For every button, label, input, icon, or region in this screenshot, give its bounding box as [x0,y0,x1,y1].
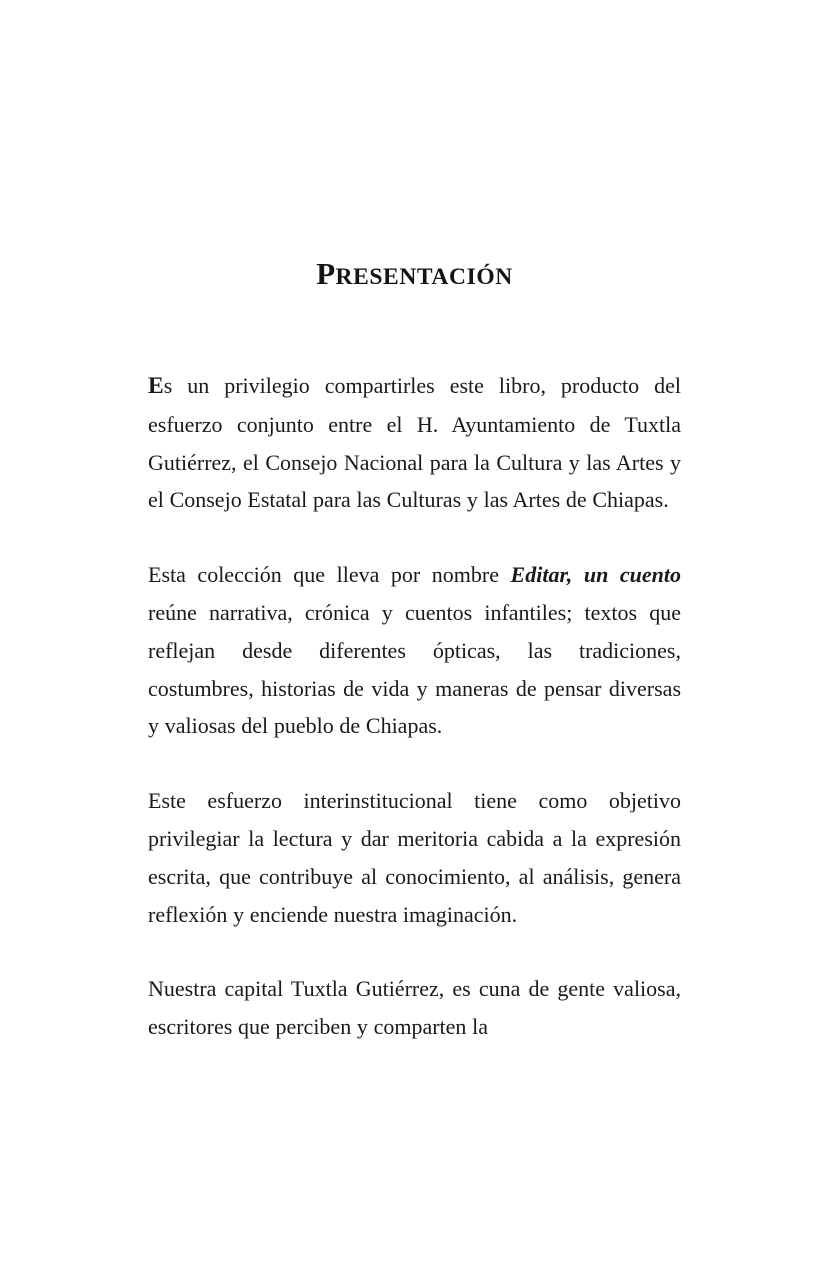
paragraph-1-text: s un privilegio compartirles este libro, producto del esfuerzo conjunto entre el H. Ayuntamiento de Tuxtla Gutiérrez, el Consejo Nacional para la Cultura y las Artes y el Consejo Estatal para las Culturas y las Artes de Chiapas. [148,373,681,513]
page-title-remainder: RESENTACIÓN [335,264,513,290]
paragraph-4: Nuestra capital Tuxtla Gutiérrez, es cuna de gente valiosa, escritores que perciben y comparten la [148,976,681,1040]
paragraph-2-lead: Esta colección que lleva por nombre [148,562,511,588]
book-collection-title: Editar, un cuento [510,562,681,588]
paragraph-3: Este esfuerzo interinstitucional tiene como objetivo privilegiar la lectura y dar meritoria cabida a la expresión escrita, que contribuye al conocimiento, al análisis, genera reflexión y enciende nuestra imaginación. [148,788,681,927]
paragraph-2 [148,556,681,745]
page-title [148,258,681,294]
paragraph-2-tail: reúne narrativa, crónica y cuentos infantiles; textos que reflejan desde diferentes ópticas, las tradiciones, costumbres, historias de vida y maneras de pensar diversas y valiosas del pueblo de Chiapas. [148,599,681,739]
paragraph-1-initial: E [148,373,164,399]
page-title-initial: P [316,256,336,291]
body-text [148,367,681,1046]
paragraph-1 [148,367,681,519]
